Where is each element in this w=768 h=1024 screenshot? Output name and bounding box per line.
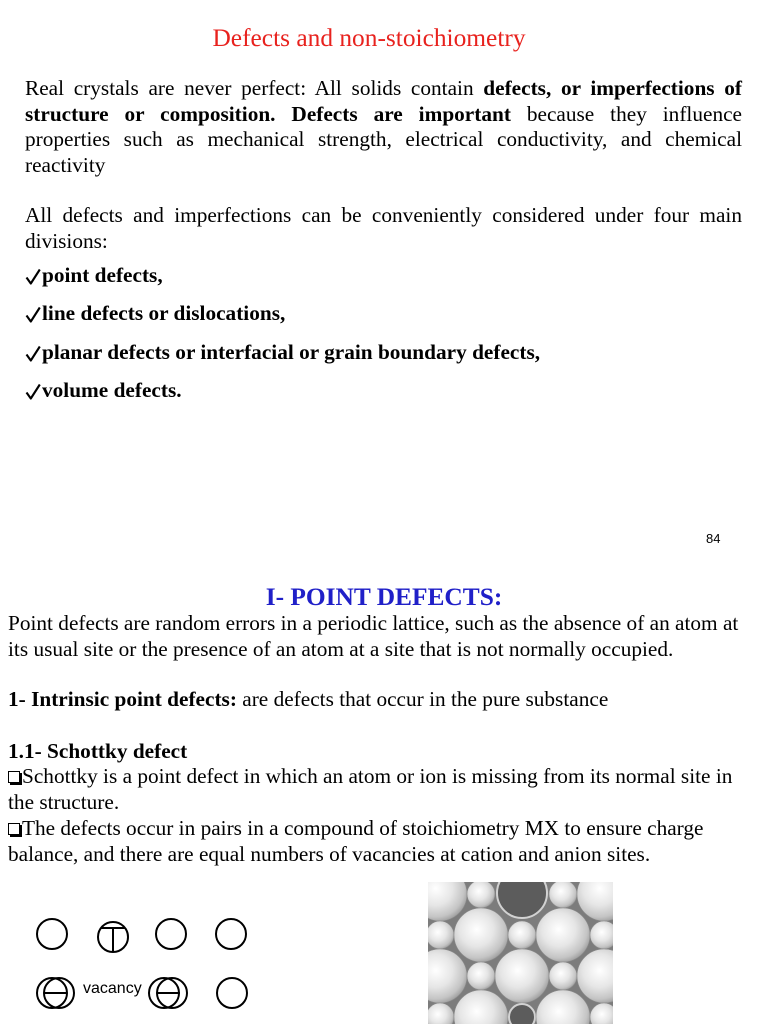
small-sphere bbox=[549, 962, 577, 990]
intrinsic-label: 1- Intrinsic point defects: bbox=[8, 687, 237, 711]
shadowed-square-bullet-icon bbox=[8, 771, 20, 783]
division-item bbox=[25, 371, 540, 409]
division-label: volume defects. bbox=[42, 378, 182, 403]
schottky-bullet-text: The defects occur in pairs in a compound of stoichiometry MX to ensure charge balance, and there are equal numbers of vacancies at cation and anion sites. bbox=[8, 816, 704, 866]
schottky-ion-diagram bbox=[20, 905, 270, 1015]
schottky-bullet bbox=[8, 763, 753, 815]
large-sphere bbox=[495, 949, 549, 1003]
intro-text-start: Real crystals are never perfect: All solids contain bbox=[25, 76, 484, 100]
cation-circle bbox=[98, 922, 128, 952]
division-item bbox=[25, 256, 540, 294]
small-sphere bbox=[549, 882, 577, 908]
section-heading: I- POINT DEFECTS: bbox=[265, 583, 503, 611]
check-icon bbox=[25, 383, 41, 400]
division-item bbox=[25, 333, 540, 371]
sphere-packing-image bbox=[428, 882, 613, 1024]
shadowed-square-bullet-icon bbox=[8, 823, 20, 835]
division-label: planar defects or interfacial or grain boundary defects, bbox=[42, 339, 541, 364]
small-vacancy-site bbox=[509, 1004, 535, 1024]
small-sphere bbox=[428, 921, 454, 949]
definition-paragraph: Point defects are random errors in a periodic lattice, such as the absence of an atom at its usual site or the presence of an atom at a site that is not normally occupied. bbox=[8, 611, 739, 661]
check-icon bbox=[25, 268, 41, 285]
ion-circle bbox=[156, 919, 186, 949]
intrinsic-paragraph bbox=[8, 686, 753, 712]
check-icon bbox=[25, 306, 41, 323]
anion-circle bbox=[37, 978, 74, 1008]
divisions-intro-paragraph: All defects and imperfections can be conveniently considered under four main divisions: bbox=[25, 203, 742, 253]
division-label: line defects or dislocations, bbox=[42, 301, 286, 326]
schottky-heading: 1.1- Schottky defect bbox=[8, 739, 188, 763]
check-icon bbox=[25, 345, 41, 362]
divisions-list bbox=[25, 256, 540, 410]
division-label: point defects, bbox=[42, 263, 163, 287]
page-number: 84 bbox=[706, 531, 721, 546]
slide-title: Defects and non-stoichiometry bbox=[212, 24, 526, 52]
vacancy-label: vacancy bbox=[83, 980, 142, 997]
division-item bbox=[25, 294, 540, 332]
ion-circle bbox=[37, 919, 67, 949]
large-sphere bbox=[454, 908, 508, 962]
schottky-bullet-text: Schottky is a point defect in which an atom or ion is missing from its normal site in the structure. bbox=[8, 764, 733, 814]
ion-circle bbox=[217, 978, 247, 1008]
small-sphere bbox=[467, 882, 495, 908]
schottky-bullet bbox=[8, 815, 753, 867]
intro-text-end: because they influence properties such as mechanical strength, electrical conductivity, and chemical reactivity bbox=[25, 101, 742, 178]
intrinsic-text: are defects that occur in the pure substance bbox=[236, 687, 609, 711]
ion-circle bbox=[216, 919, 246, 949]
intro-text-bold: defects, or imperfections of structure or composition. Defects are important bbox=[25, 76, 742, 126]
anion-circle bbox=[149, 978, 187, 1008]
small-sphere bbox=[467, 962, 495, 990]
intro-paragraph bbox=[25, 76, 742, 179]
small-sphere bbox=[508, 921, 536, 949]
large-sphere bbox=[536, 908, 590, 962]
